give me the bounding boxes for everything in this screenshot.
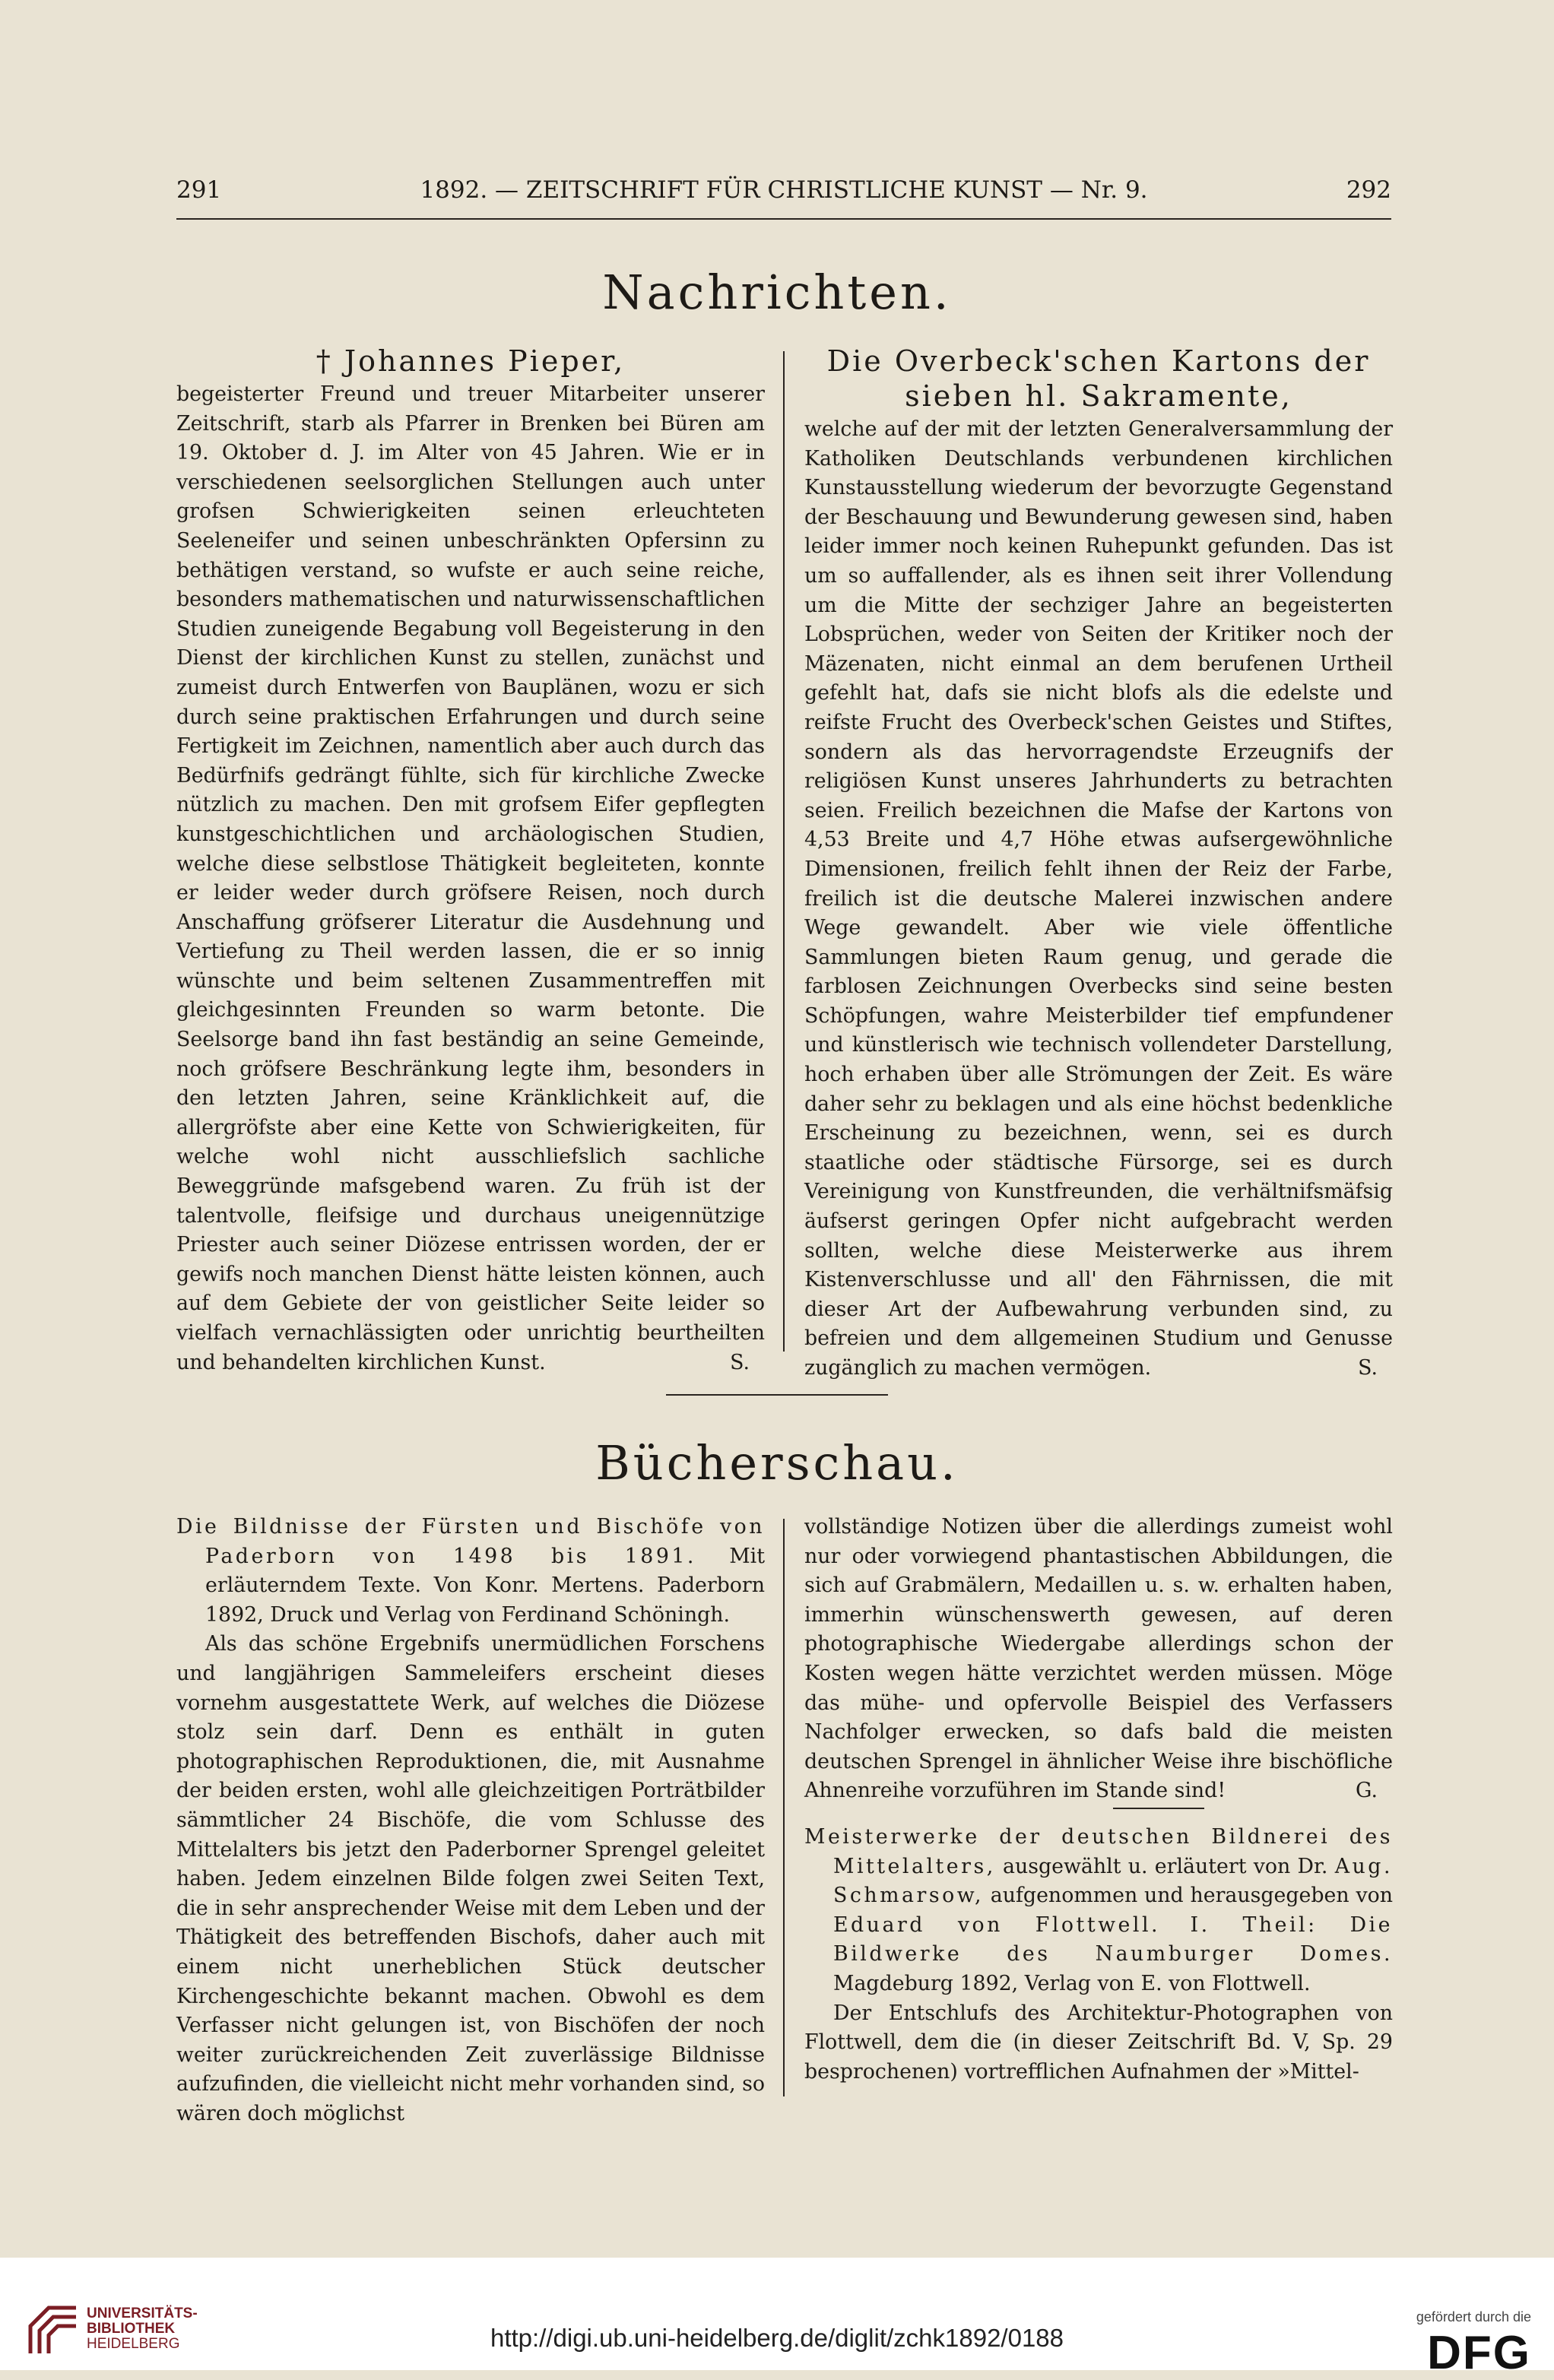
article-body: begeisterter Freund und treuer Mitarbeiter unserer Zeitschrift, starb als Pfarrer in Brenken bei Büren am 19. Oktober d. J. im Alter von 45 Jahren. Wie er in verschiedenen seelsorglichen Stellungen auch unter grofsen Schwierigkeiten seinen erleuchteten Seeleneifer und seinen unbeschränkten Opfersinn zu bethätigen verstand, so wufste er auch seine reiche, besonders mathematischen und naturwissenschaftlichen Studien zuneigende Begabung voll Begeisterung in den Dienst der kirchlichen Kunst zu stellen, zunächst und zumeist durch Entwerfen von Bauplänen, wozu er sich durch seine praktischen Erfahrungen und durch seine Fertigkeit im Zeichnen, namentlich aber auch durch das Bedürfnifs gedrängt fühlte, sich für kirchliche Zwecke nützlich zu machen. Den mit grofsem Eifer gepflegten kunstgeschichtlichen und archäologischen Studien, welche diese selbstlose Thätigkeit begleiteten, konnte er leider weder durch gröfsere Reisen, noch durch Anschaffung gröfserer Literatur die Ausdehnung und Vertiefung zu Theil werden lassen, die er so innig wünschte und beim seltenen Zusammentreffen mit gleichgesinnten Freunden so warm betonte. Die Seelsorge band ihn fast beständig an seine Gemeinde, noch gröfsere Beschränkung legte ihm, besonders in den letzten Jahren, seine Kränklichkeit auf, die allergröfste aber eine Kette von Schwierigkeiten, für welche wohl nicht ausschliefslich sachliche Beweggründe mafsgebend waren. Zu früh ist der talentvolle, fleifsige und durchaus uneigennützige Priester auch seiner Diözese entrissen worden, der er gewifs noch manchen Dienst hätte leisten können, auch auf dem Gebiete der von geistlicher Seite leider so vielfach vernachlässigten oder unrichtig beurtheilten und behandelten kirchlichen Kunst. S. [176, 380, 765, 1377]
library-name: UNIVERSITÄTS- BIBLIOTHEK HEIDELBERG [87, 2306, 198, 2352]
review-separator [1113, 1808, 1204, 1809]
section-title-nachrichten: Nachrichten. [602, 265, 952, 320]
book-entry: Die Bildnisse der Fürsten und Bischöfe von Paderborn von 1498 bis 1891. Mit erläuterndem Texte. Von Konr. Mertens. Paderborn 1892, Druck und Verlag von Ferdinand Schöningh. [176, 1515, 765, 1627]
review-body: Der Entschlufs des Architektur-Photographen von Flottwell, dem die (in dieser Zeitschrift Bd. V, Sp. 29 besprochenen) vortrefflichen Aufnahmen der »Mittel- [804, 2001, 1393, 2084]
source-url-link[interactable]: http://digi.ub.uni-heidelberg.de/diglit/zchk1892/0188 [490, 2324, 1064, 2352]
page-number-left: 291 [176, 176, 222, 204]
article-heading: † Johannes Pieper, [316, 344, 626, 378]
section-separator [666, 1394, 888, 1396]
journal-title: 1892. — ZEITSCHRIFT FÜR CHRISTLICHE KUNST — Nr. 9. [420, 176, 1148, 204]
section-title-buecherschau: Bücherschau. [595, 1435, 959, 1491]
running-header [176, 176, 1391, 210]
book-title: Die Bildnisse der Fürsten und Bischöfe von Paderborn von 1498 bis 1891. [176, 1515, 765, 1568]
column-rule [783, 1519, 785, 2096]
review-body: Als das schöne Ergebnifs unermüdlichen Forschens und langjährigen Sammeleifers erscheint dieses vornehm ausgestattete Werk, auf welches die Diözese stolz sein darf. Denn es enthält in guten photographischen Reproduktionen, die, mit Ausnahme der beiden ersten, wohl alle gleichzeitigen Porträtbilder sämmtlicher 24 Bischöfe, die vom Schlusse des Mittelalters bis jetzt den Paderborner Sprengel geleitet haben. Jedem einzelnen Bilde folgen zwei Seiten Text, die in sehr ansprechender Weise mit dem Leben und der Thätigkeit des betreffenden Bischofs, daher auch mit einem nicht unerheblichen Stück deutscher Kirchengeschichte bekannt machen. Obwohl es dem Verfasser nicht gelungen ist, von Bischöfen der noch weiter zurückreichenden Zeit zuverlässige Bildnisse aufzufinden, die vielleicht nicht mehr vorhanden sind, so wären doch möglichst [176, 1632, 766, 2125]
header-rule [176, 218, 1391, 220]
review-body: vollständige Notizen über die allerdings zumeist wohl nur oder vorwiegend phantastischen Abbildungen, die sich auf Grabmälern, Medaillen u. s. w. erhalten haben, immerhin wünschenswerth gewesen, auf deren photographische Wiedergabe allerdings schon der Kosten wegen hätte verzichtet werden müssen. Möge das mühe- und opfervolle Beispiel des Verfassers Nachfolger erwecken, so dafs bald die meisten deutschen Sprengel in ähnlicher Weise ihre bischöfliche Ahnenreihe vorzuführen im Stande sind! G. [804, 1513, 1393, 1806]
review-paderborn [176, 1513, 765, 2128]
book-entry: Meisterwerke der deutschen Bildnerei des Mittelalters, ausgewählt u. erläutert von Dr. Aug. Schmarsow, aufgenommen und herausgegeben von Eduard von Flottwell. I. Theil: Die Bildwerke des Naumburger Domes. Magdeburg 1892, Verlag von E. von Flottwell. [804, 1824, 1393, 1995]
signature: S. [730, 1350, 750, 1374]
column-rule [783, 351, 785, 1352]
article-overbeck [804, 344, 1393, 1383]
funding-note: gefördert durch die [1416, 2309, 1531, 2325]
article-heading: Die Overbeck'schen Kartons der sieben hl. Sakramente, [826, 344, 1371, 413]
signature: S. [1358, 1356, 1378, 1380]
page-number-right: 292 [1346, 176, 1391, 204]
review-continued [804, 1513, 1393, 2087]
dfg-logo: DFG [1427, 2327, 1531, 2379]
book-title: Meisterwerke der deutschen Bildnerei des Mittelalters, [804, 1824, 1393, 1878]
article-body: welche auf der mit der letzten Generalversammlung der Katholiken Deutschlands verbundenen kirchlichen Kunstausstellung wiederum der bevorzugte Gegenstand der Beschauung und Bewunderung gewesen sind, haben leider immer noch keinen Ruhepunkt gefunden. Das ist um so auffallender, als es ihnen seit ihrer Vollendung um die Mitte der sechziger Jahre an begeisterten Lobsprüchen, weder von Seiten der Kritiker noch der Mäzenaten, nicht einmal an dem berufenen Urtheil gefehlt hat, dafs sie nicht blofs als die edelste und reifste Frucht des Overbeck'schen Geistes und Stiftes, sondern als das hervorragendste Erzeugnifs der religiösen Kunst unseres Jahrhunderts zu betrachten seien. Freilich bezeichnen die Mafse der Kartons von 4,53 Breite und 4,7 Höhe etwas aufsergewöhnliche Dimensionen, freilich fehlt ihnen der Reiz der Farbe, freilich ist die deutsche Malerei inzwischen andere Wege gewandelt. Aber wie viele öffentliche Sammlungen bieten Raum genug, und gerade die farblosen Zeichnungen Overbecks sind seine besten Schöpfungen, wahre Meisterbilder tief empfundener und künstlerisch wie technisch vollendeter Darstellung, hoch erhaben über alle Strömungen der Zeit. Es wäre daher sehr zu beklagen und als eine höchst bedenkliche Erscheinung zu bezeichnen, wenn, sei es durch staatliche oder städtische Fürsorge, sei es durch Vereinigung von Kunstfreunden, die verhältnifsmäfsig äufserst geringen Opfer nicht aufgebracht werden sollten, welche diese Meisterwerke aus ihrem Kistenverschlusse und all' den Fährnissen, die mit dieser Art der Aufbewahrung verbunden sind, zu befreien und dem allgemeinen Studium und Genusse zugänglich zu machen vermögen. S. [804, 415, 1393, 1383]
article-pieper [176, 344, 765, 1377]
footer-bar [0, 2258, 1554, 2370]
signature: G. [1356, 1779, 1378, 1803]
